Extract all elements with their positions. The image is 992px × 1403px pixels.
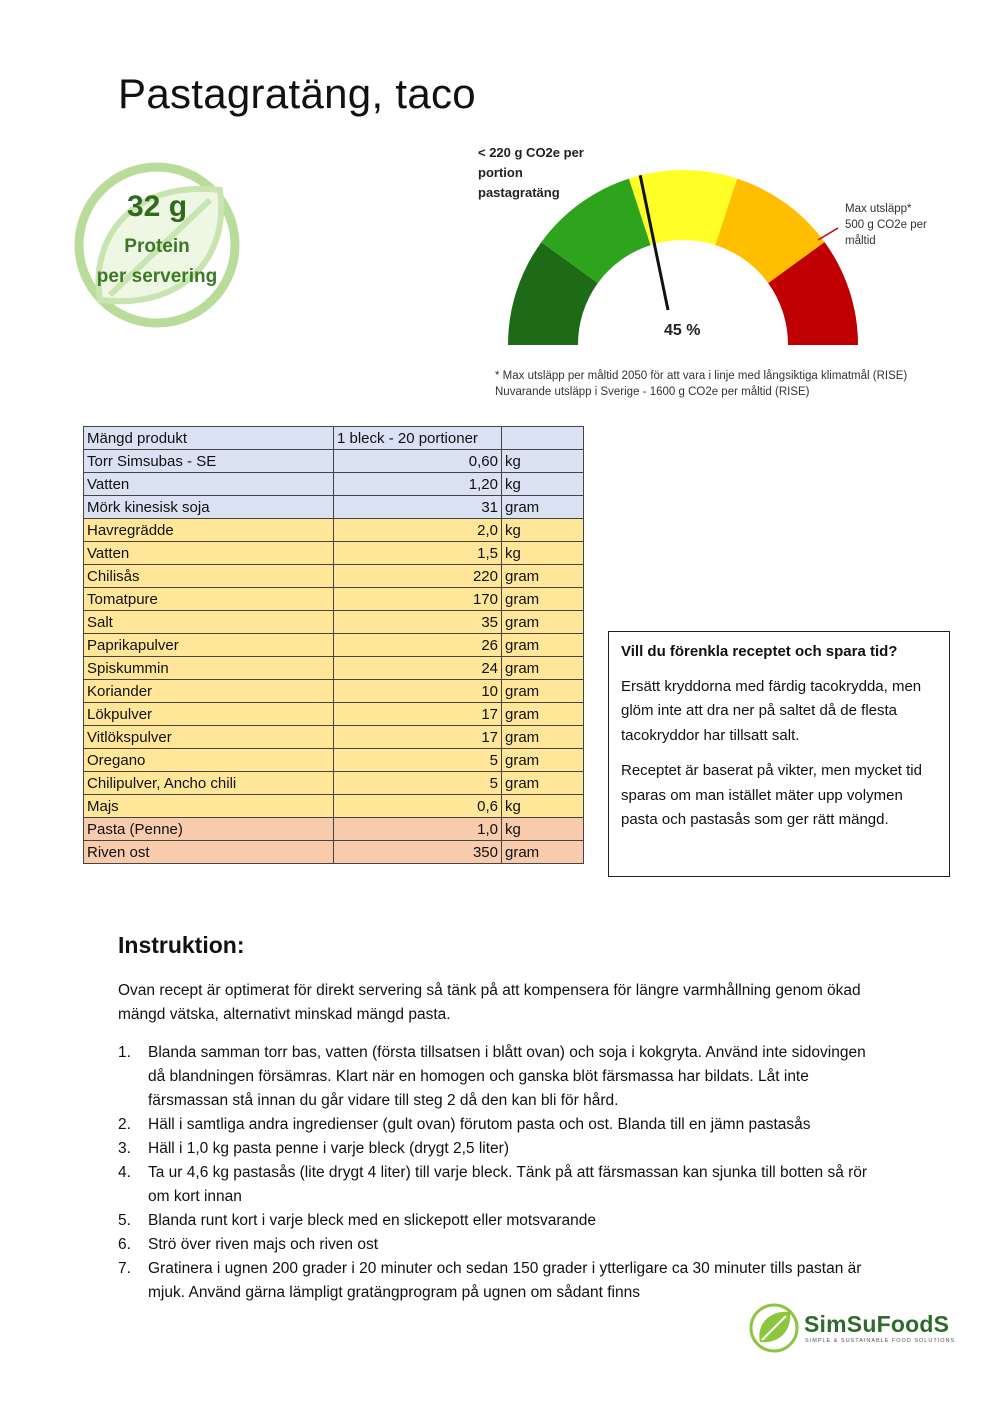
- ingredient-unit: gram: [502, 749, 584, 772]
- step-text: Gratinera i ugnen 200 grader i 20 minuter och sedan 150 grader i ytterligare ca 30 minuter tills pastan är mjuk. Använd gärna lämpligt gratängprogram på ugnen om sådant finns: [148, 1260, 862, 1301]
- instruction-step: [118, 1041, 878, 1113]
- table-row: [84, 841, 584, 864]
- tip-paragraph-1: Ersätt kryddorna med färdig tacokrydda, men glöm inte att dra ner på saltet då de flesta tacokryddor har tillsatt salt.: [621, 677, 922, 744]
- ingredient-amount: 2,0: [334, 519, 502, 542]
- ingredient-unit: gram: [502, 657, 584, 680]
- ingredient-unit: gram: [502, 565, 584, 588]
- instruction-step: [118, 1257, 878, 1305]
- step-number: 7.: [118, 1260, 131, 1277]
- table-row: [84, 818, 584, 841]
- protein-label: Protein: [124, 236, 190, 257]
- table-row: [84, 749, 584, 772]
- step-text: Ta ur 4,6 kg pastasås (lite drygt 4 liter) till varje bleck. Tänk på att färsmassan kan sjunka till botten så rör om kort innan: [148, 1164, 868, 1205]
- ingredient-unit: kg: [502, 795, 584, 818]
- ingredient-name: Oregano: [84, 749, 334, 772]
- ingredient-amount: 10: [334, 680, 502, 703]
- table-row: [84, 772, 584, 795]
- instructions-intro: Ovan recept är optimerat för direkt servering så tänk på att kompensera för längre varmhållning genom ökad mängd vätska, alternativt minskad mängd pasta.: [118, 982, 861, 1023]
- gauge-label: < 220 g CO2e per portion pastagratäng: [478, 145, 584, 200]
- table-row: [84, 611, 584, 634]
- ingredient-unit: gram: [502, 703, 584, 726]
- table-row: [84, 542, 584, 565]
- ingredient-name: Spiskummin: [84, 657, 334, 680]
- max-emission-label: Max utsläpp* 500 g CO2e per måltid: [845, 203, 927, 247]
- table-row: [84, 634, 584, 657]
- ingredient-unit: gram: [502, 634, 584, 657]
- ingredient-amount: 35: [334, 611, 502, 634]
- ingredient-name: Mörk kinesisk soja: [84, 496, 334, 519]
- instruction-step: [118, 1161, 878, 1209]
- per-serving-label: per servering: [96, 266, 218, 287]
- table-row: [84, 519, 584, 542]
- ingredient-name: Koriander: [84, 680, 334, 703]
- step-number: 3.: [118, 1140, 131, 1157]
- ingredient-name: Salt: [84, 611, 334, 634]
- step-number: 2.: [118, 1116, 131, 1133]
- ingredient-name: Torr Simsubas - SE: [84, 450, 334, 473]
- step-text: Blanda runt kort i varje bleck med en slickepott eller motsvarande: [148, 1212, 596, 1229]
- gauge-footnote-2: Nuvarande utsläpp i Sverige - 1600 g CO2e per måltid (RISE): [495, 386, 810, 398]
- step-number: 6.: [118, 1236, 131, 1253]
- ingredient-unit: gram: [502, 496, 584, 519]
- ingredient-name: Riven ost: [84, 841, 334, 864]
- ingredient-amount: 5: [334, 772, 502, 795]
- ingredient-amount: 1,5: [334, 542, 502, 565]
- ingredient-name: Vitlökspulver: [84, 726, 334, 749]
- ingredient-unit: kg: [502, 542, 584, 565]
- ingredient-amount: 1,0: [334, 818, 502, 841]
- ingredient-unit: gram: [502, 588, 584, 611]
- logo-name: SimSuFoodS: [804, 1311, 950, 1337]
- table-row: [84, 565, 584, 588]
- step-text: Strö över riven majs och riven ost: [148, 1236, 379, 1253]
- gauge-percent: 45 %: [664, 322, 701, 339]
- table-row: [84, 588, 584, 611]
- tip-paragraph-2: Receptet är baserat på vikter, men mycket tid sparas om man istället mäter upp volymen pasta och pastasås som ger rätt mängd.: [621, 762, 922, 828]
- step-number: 1.: [118, 1044, 131, 1061]
- ingredient-amount: 0,60: [334, 450, 502, 473]
- ingredient-name: Paprikapulver: [84, 634, 334, 657]
- brand-logo: [748, 1300, 958, 1360]
- table-row: [84, 726, 584, 749]
- ingredient-unit: gram: [502, 772, 584, 795]
- ingredient-amount: 220: [334, 565, 502, 588]
- table-row: [84, 703, 584, 726]
- table-row: [84, 450, 584, 473]
- recipe-table: [83, 426, 584, 864]
- ingredient-amount: 17: [334, 726, 502, 749]
- ingredient-name: Havregrädde: [84, 519, 334, 542]
- tip-title: Vill du förenkla receptet och spara tid?: [621, 643, 898, 660]
- gauge-footnote-1: * Max utsläpp per måltid 2050 för att vara i linje med långsiktiga klimatmål (RISE): [495, 370, 908, 382]
- max-pointer-line: [818, 228, 838, 240]
- logo-tagline: SIMPLE & SUSTAINABLE FOOD SOLUTIONS: [805, 1338, 956, 1344]
- ingredient-name: Vatten: [84, 542, 334, 565]
- ingredient-unit: gram: [502, 726, 584, 749]
- step-text: Häll i samtliga andra ingredienser (gult ovan) förutom pasta och ost. Blanda till en jämn pastasås: [148, 1116, 811, 1133]
- step-number: 4.: [118, 1164, 131, 1181]
- ingredient-name: Pasta (Penne): [84, 818, 334, 841]
- ingredient-amount: 0,6: [334, 795, 502, 818]
- ingredient-unit: kg: [502, 519, 584, 542]
- ingredient-amount: 170: [334, 588, 502, 611]
- ingredient-name: Majs: [84, 795, 334, 818]
- protein-amount: 32 g: [126, 190, 188, 223]
- ingredient-name: Tomatpure: [84, 588, 334, 611]
- instruction-step: [118, 1209, 878, 1233]
- logo-leaf-icon: [748, 1302, 800, 1354]
- step-number: 5.: [118, 1212, 131, 1229]
- ingredient-amount: 5: [334, 749, 502, 772]
- instructions-steps: [118, 1041, 878, 1305]
- table-row: [84, 473, 584, 496]
- ingredient-unit: gram: [502, 611, 584, 634]
- tip-box: [608, 631, 950, 877]
- ingredient-unit: kg: [502, 450, 584, 473]
- instructions-heading: Instruktion:: [118, 932, 245, 958]
- ingredient-name: Chilisås: [84, 565, 334, 588]
- instruction-step: [118, 1113, 878, 1137]
- ingredient-name: Lökpulver: [84, 703, 334, 726]
- ingredient-name: Vatten: [84, 473, 334, 496]
- instruction-step: [118, 1233, 878, 1257]
- table-row: [84, 795, 584, 818]
- ingredient-unit: kg: [502, 818, 584, 841]
- page-title: Pastagratäng, taco: [118, 70, 476, 117]
- table-row: [84, 496, 584, 519]
- step-text: Blanda samman torr bas, vatten (första tillsatsen i blått ovan) och soja i kokgryta. Använd inte sidovingen då blandningen försämras. Klart när en homogen och ganska blöt färsmassa har bildats. Låt inte färsmassan stå innan du går vidare till steg 2 då den kan bli för hård.: [148, 1044, 866, 1109]
- ingredient-unit: gram: [502, 680, 584, 703]
- co2-gauge: [478, 140, 948, 405]
- table-row: [84, 680, 584, 703]
- ingredient-amount: 24: [334, 657, 502, 680]
- header-amount: 1 bleck - 20 portioner: [334, 427, 502, 450]
- step-text: Häll i 1,0 kg pasta penne i varje bleck (drygt 2,5 liter): [148, 1140, 509, 1157]
- table-header-row: [84, 427, 584, 450]
- header-unit: [502, 427, 584, 450]
- table-row: [84, 657, 584, 680]
- ingredient-amount: 350: [334, 841, 502, 864]
- ingredient-amount: 26: [334, 634, 502, 657]
- ingredient-unit: kg: [502, 473, 584, 496]
- ingredient-amount: 31: [334, 496, 502, 519]
- instruction-step: [118, 1137, 878, 1161]
- protein-badge: [70, 160, 244, 330]
- ingredient-unit: gram: [502, 841, 584, 864]
- header-product: Mängd produkt: [84, 427, 334, 450]
- ingredient-amount: 1,20: [334, 473, 502, 496]
- ingredient-name: Chilipulver, Ancho chili: [84, 772, 334, 795]
- ingredient-amount: 17: [334, 703, 502, 726]
